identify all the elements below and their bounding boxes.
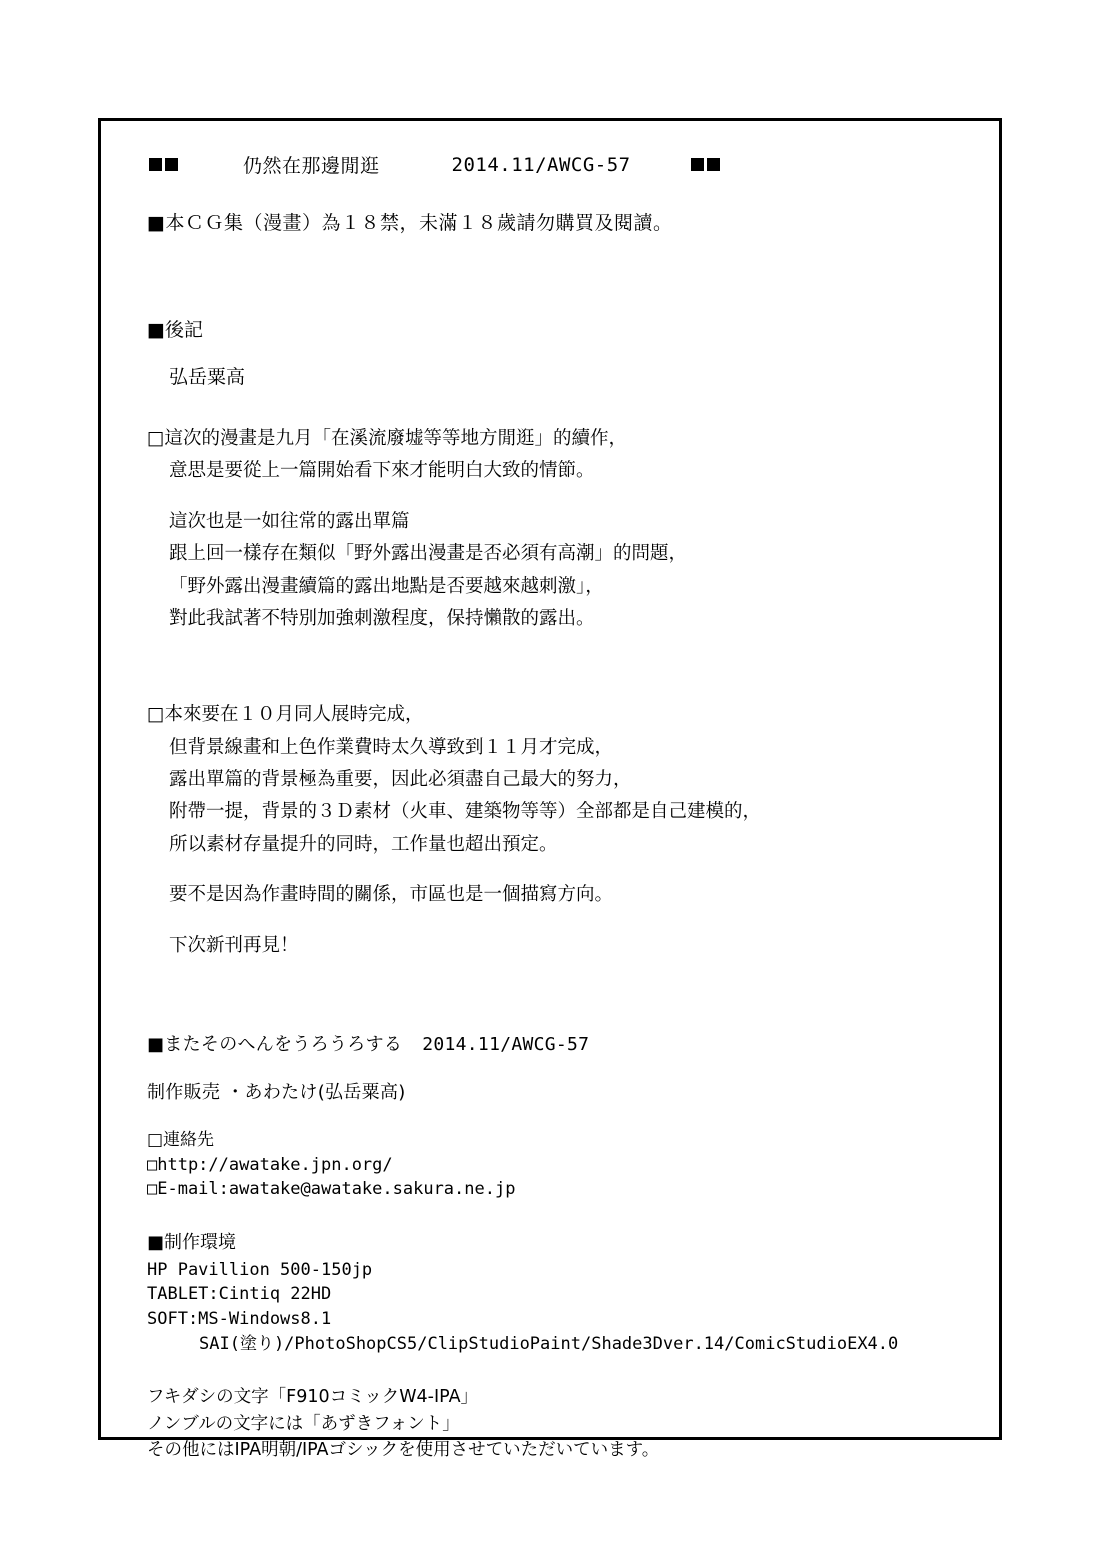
author-name: 弘岳粟高 [169, 366, 246, 388]
square-marker-right [691, 158, 723, 171]
contact-heading: □連絡先 [147, 1129, 215, 1150]
filled-square-icon [691, 158, 704, 171]
afterword-line: 附帶一提，背景的３Ｄ素材（火車、建築物等等）全部都是自己建模的， [169, 801, 762, 823]
afterword-line: 所以素材存量提升的同時，工作量也超出預定。 [169, 833, 558, 855]
afterword-heading: ■後記 [147, 319, 203, 341]
fonts-block [147, 1384, 971, 1463]
filled-square-icon [707, 158, 720, 171]
afterword-line: 下次新刊再見！ [169, 934, 299, 956]
afterword-line: □本來要在１０月同人展時完成， [147, 704, 424, 726]
header-code: 2014.11/AWCG-57 [451, 153, 631, 176]
header-title: 仍然在那邊閒逛 [243, 155, 380, 177]
afterword-line: 露出單篇的背景極為重要，因此必須盡自己最大的努力， [169, 769, 632, 790]
environment-item: HP Pavillion 500-150jp [147, 1259, 373, 1280]
colophon-title-jp: ■またそのへんをうろうろする [147, 1033, 403, 1055]
afterword-block-1 [147, 423, 971, 635]
afterword-line: 「野外露出漫畫續篇的露出地點是否要越來越刺激」， [169, 575, 604, 597]
contact-block [147, 1128, 971, 1202]
filled-square-icon [149, 158, 162, 171]
age-warning-text: ■本ＣＧ集（漫畫）為１８禁，未滿１８歲請勿購買及閱讀。 [147, 212, 673, 234]
page-header [129, 151, 971, 178]
document-page [98, 118, 1002, 1460]
font-note: その他にはIPA明朝/IPAゴシックを使用させていただいています。 [147, 1439, 660, 1460]
environment-list [147, 1258, 971, 1357]
publisher-line: 制作販売 ・あわたけ(弘岳粟高) [147, 1081, 406, 1103]
contact-email[interactable]: □E-mail:awatake@awatake.sakura.ne.jp [147, 1179, 516, 1200]
filled-square-icon [165, 158, 178, 171]
contact-url[interactable]: □http://awatake.jpn.org/ [147, 1154, 393, 1175]
afterword-line: □這次的漫畫是九月「在溪流廢墟等等地方閒逛」的續作， [147, 428, 627, 449]
afterword-line: 對此我試著不特別加強刺激程度，保持懶散的露出。 [169, 607, 595, 629]
environment-software: SAI(塗り)/PhotoShopCS5/ClipStudioPaint/Shade3Dver.14/ComicStudioEX4.0 [199, 1333, 899, 1354]
square-marker-left [149, 158, 181, 171]
colophon-title [147, 1030, 971, 1056]
font-note: ノンブルの文字には「あずきフォント」 [147, 1413, 460, 1434]
afterword-line: 要不是因為作畫時間的關係，市區也是一個描寫方向。 [169, 884, 614, 906]
afterword-block-2 [147, 699, 971, 962]
afterword-line: 但背景線畫和上色作業費時太久導致到１１月才完成， [169, 736, 614, 758]
afterword-line: 跟上回一樣存在類似「野外露出漫畫是否必須有高潮」的問題， [169, 543, 688, 565]
environment-item: SOFT:MS-Windows8.1 [147, 1309, 332, 1330]
font-note: フキダシの文字「F910コミックW4-IPA」 [147, 1387, 479, 1408]
page-content [101, 121, 999, 1460]
environment-item: TABLET:Cintiq 22HD [147, 1284, 332, 1305]
afterword-line: 這次也是一如往常的露出單篇 [169, 510, 410, 532]
afterword-line: 意思是要從上一篇開始看下來才能明白大致的情節。 [169, 460, 595, 482]
colophon-title-code: 2014.11/AWCG-57 [422, 1033, 590, 1055]
environment-heading: ■制作環境 [147, 1231, 237, 1253]
